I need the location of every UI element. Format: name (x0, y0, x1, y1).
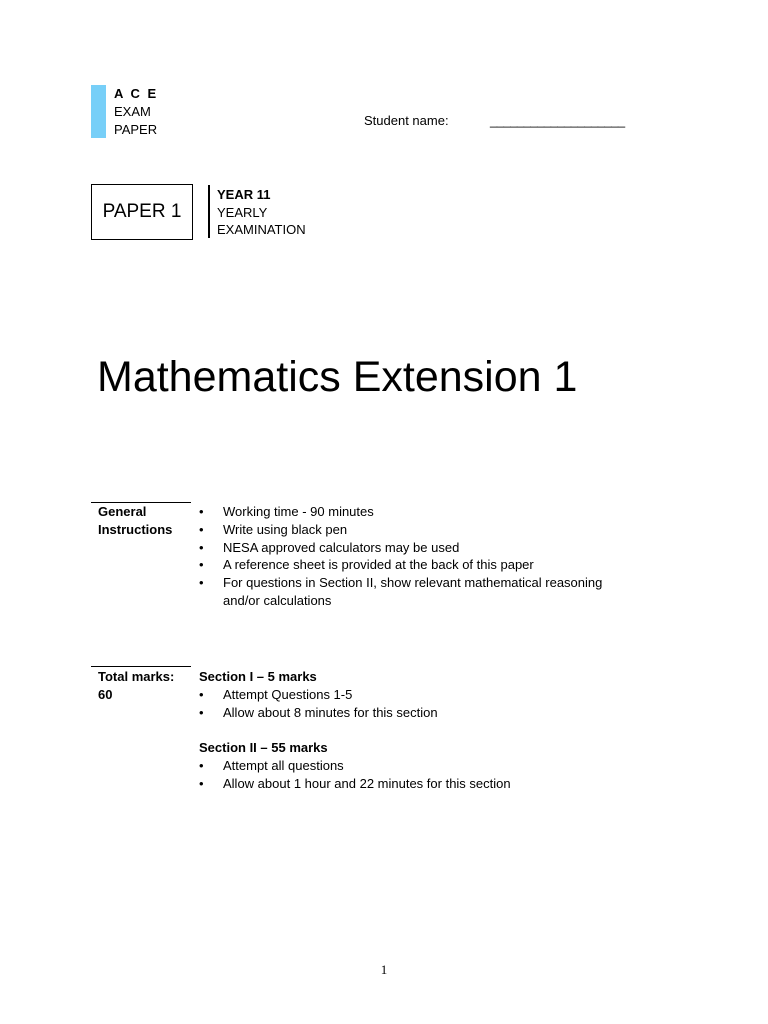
page-number: 1 (380, 962, 388, 977)
brand-accent-bar (91, 85, 106, 138)
total-marks-value: 60 (98, 687, 113, 702)
brand-logo-text (114, 85, 158, 139)
section-2-list (199, 757, 639, 793)
list-item: • Working time - 90 minutes (199, 504, 374, 519)
list-item: • Attempt Questions 1-5 (199, 687, 353, 702)
general-label-line-1: General (98, 504, 147, 519)
section-2-block (199, 739, 639, 793)
total-marks-rule (91, 666, 191, 667)
list-item: • Allow about 1 hour and 22 minutes for this section (199, 775, 511, 791)
bullet: • (199, 557, 204, 573)
bullet: • (199, 687, 204, 702)
brand-line-2: EXAM (114, 104, 151, 119)
bullet: • (199, 504, 204, 519)
list-item: • Write using black pen (199, 521, 348, 537)
list-item: • Attempt all questions (199, 758, 344, 773)
section-1-list (199, 686, 639, 722)
exam-type-line-2: EXAMINATION (217, 222, 306, 237)
bullet: • (199, 775, 204, 791)
vertical-divider (208, 185, 210, 238)
brand-line-3: PAPER (114, 122, 158, 137)
bullet: • (199, 704, 204, 720)
general-instructions-label (98, 503, 172, 539)
bullet: • (199, 521, 204, 537)
section-2-heading: Section II – 55 marks (199, 740, 328, 755)
list-item: • A reference sheet is provided at the back of this paper (199, 557, 534, 573)
list-item: • NESA approved calculators may be used (199, 539, 460, 555)
general-label-line-2: Instructions (98, 522, 173, 537)
general-instructions-list (199, 503, 639, 610)
exam-type-block (217, 186, 306, 239)
student-name-label: Student name: (364, 113, 449, 128)
section-1-block (199, 668, 639, 722)
paper-number-label: PAPER 1 (102, 201, 182, 222)
bullet: • (199, 575, 204, 591)
brand-line-1: A C E (114, 86, 159, 101)
exam-year: YEAR 11 (217, 187, 271, 202)
paper-number-box (91, 184, 193, 240)
bullet: • (199, 758, 204, 773)
list-item: • Allow about 8 minutes for this section (199, 704, 438, 720)
total-marks-label (98, 668, 174, 704)
bullet: • (199, 539, 204, 555)
list-item: • For questions in Section II, show relevant mathematical reasoning and/or calculations (199, 575, 603, 608)
exam-type-line-1: YEARLY (217, 204, 268, 220)
section-1-heading: Section I – 5 marks (199, 669, 317, 684)
total-marks-label-line-1: Total marks: (98, 669, 175, 684)
student-name-field[interactable]: ____________________ (490, 113, 625, 128)
document-title: Mathematics Extension 1 (97, 353, 578, 401)
